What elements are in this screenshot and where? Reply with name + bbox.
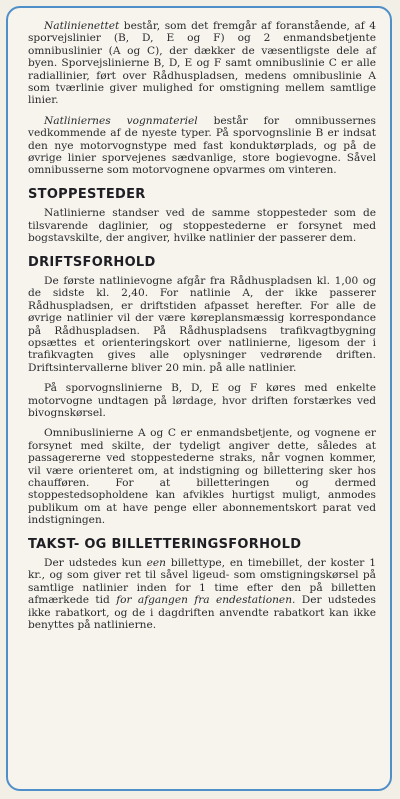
paragraph-stoppesteder: Natlinierne standser ved de samme stoppesteder som de tilsvarende daglinier, og stoppestederne er forsynet med bogstavskilte, der angiver, hvilke natlinier der passerer dem. <box>28 207 376 245</box>
page-frame <box>6 6 392 791</box>
paragraph-takst <box>28 557 376 631</box>
body-text: Der udstedes kun <box>44 557 147 570</box>
emphasis-text: for afgangen fra endestationen. <box>116 594 296 607</box>
heading-driftsforhold: DRIFTSFORHOLD <box>28 254 156 270</box>
paragraph-natlinienettet <box>28 20 376 107</box>
lead-text: Natliniernes vognmateriel <box>44 114 198 127</box>
body-text: består for omnibussernes vedkommende af de nyeste typer. På sporvognslinie B er indsat den nye motorvognstype med fast konduktørplads, og på de øvrige linier sporvejenes sædvanlige, store bogievogne. Såvel omnibusserne som motorvognene opvarmes om vinteren. <box>28 114 376 177</box>
paragraph-driftsforhold-1: De første natlinievogne afgår fra Rådhuspladsen kl. 1,00 og de sidste kl. 2,40. For natlinie A, der ikke passerer Rådhuspladsen, er driftstiden afpasset herefter. For alle de øvrige natlinier vil der være køreplansmæssig korrespondance på Rådhuspladsen. På Rådhuspladsens trafikvagtbygning opsættes et orienteringskort over natlinierne, ligesom der i trafikvagten gives alle oplysninger vedrørende driften. Driftsintervallerne bliver 20 min. på alle natlinier. <box>28 274 376 374</box>
body-text: består, som det fremgår af foranstående, af 4 sporvejslinier (B, D, E og F) og 2 enmandsbetjente omnibuslinier (A og C), der dækker de væsentligste dele af byen. Sporvejslinierne B, D, E og F samt omnibuslinie C er alle radiallinier, ført over Rådhuspladsen, medens omnibuslinie A som tværlinie giver mulighed for omstigning mellem samtlige linier. <box>28 20 376 107</box>
emphasis-text: een <box>146 557 166 570</box>
heading-takst: TAKST- OG BILLETTERINGSFORHOLD <box>28 536 302 552</box>
heading-stoppesteder: STOPPESTEDER <box>28 186 146 202</box>
body-text: billettype, en timebillet, der koster 1 kr., og som giver ret til såvel ligeud- som omstigningskørsel på samtlige natlinier inden for 1 time efter den på billetten afmærkede tid <box>28 557 376 607</box>
paragraph-driftsforhold-3: Omnibuslinierne A og C er enmandsbetjente, og vognene er forsynet med skilte, der tydeligt angiver dette, således at passagererne ved stoppestederne straks, når vognen kommer, vil være orienteret om, at indstigning og billettering sker hos chaufføren. For at billetteringen og dermed stoppestedsopholdene kan afvikles hurtigst muligt, anmodes publikum om at have penge eller abonnementskort parat ved indstigningen. <box>28 427 376 527</box>
lead-text: Natlinienettet <box>44 20 120 32</box>
paragraph-driftsforhold-2: På sporvognslinierne B, D, E og F køres med enkelte motorvogne undtagen på lørdage, hvor driften forstærkes ved bivognskørsel. <box>28 382 376 419</box>
paragraph-vognmateriel <box>28 115 376 177</box>
body-text: Der udstedes ikke rabatkort, og de i dagdriften anvendte rabatkort kan ikke benyttes på natlinierne. <box>28 594 376 632</box>
document-body <box>28 20 376 639</box>
